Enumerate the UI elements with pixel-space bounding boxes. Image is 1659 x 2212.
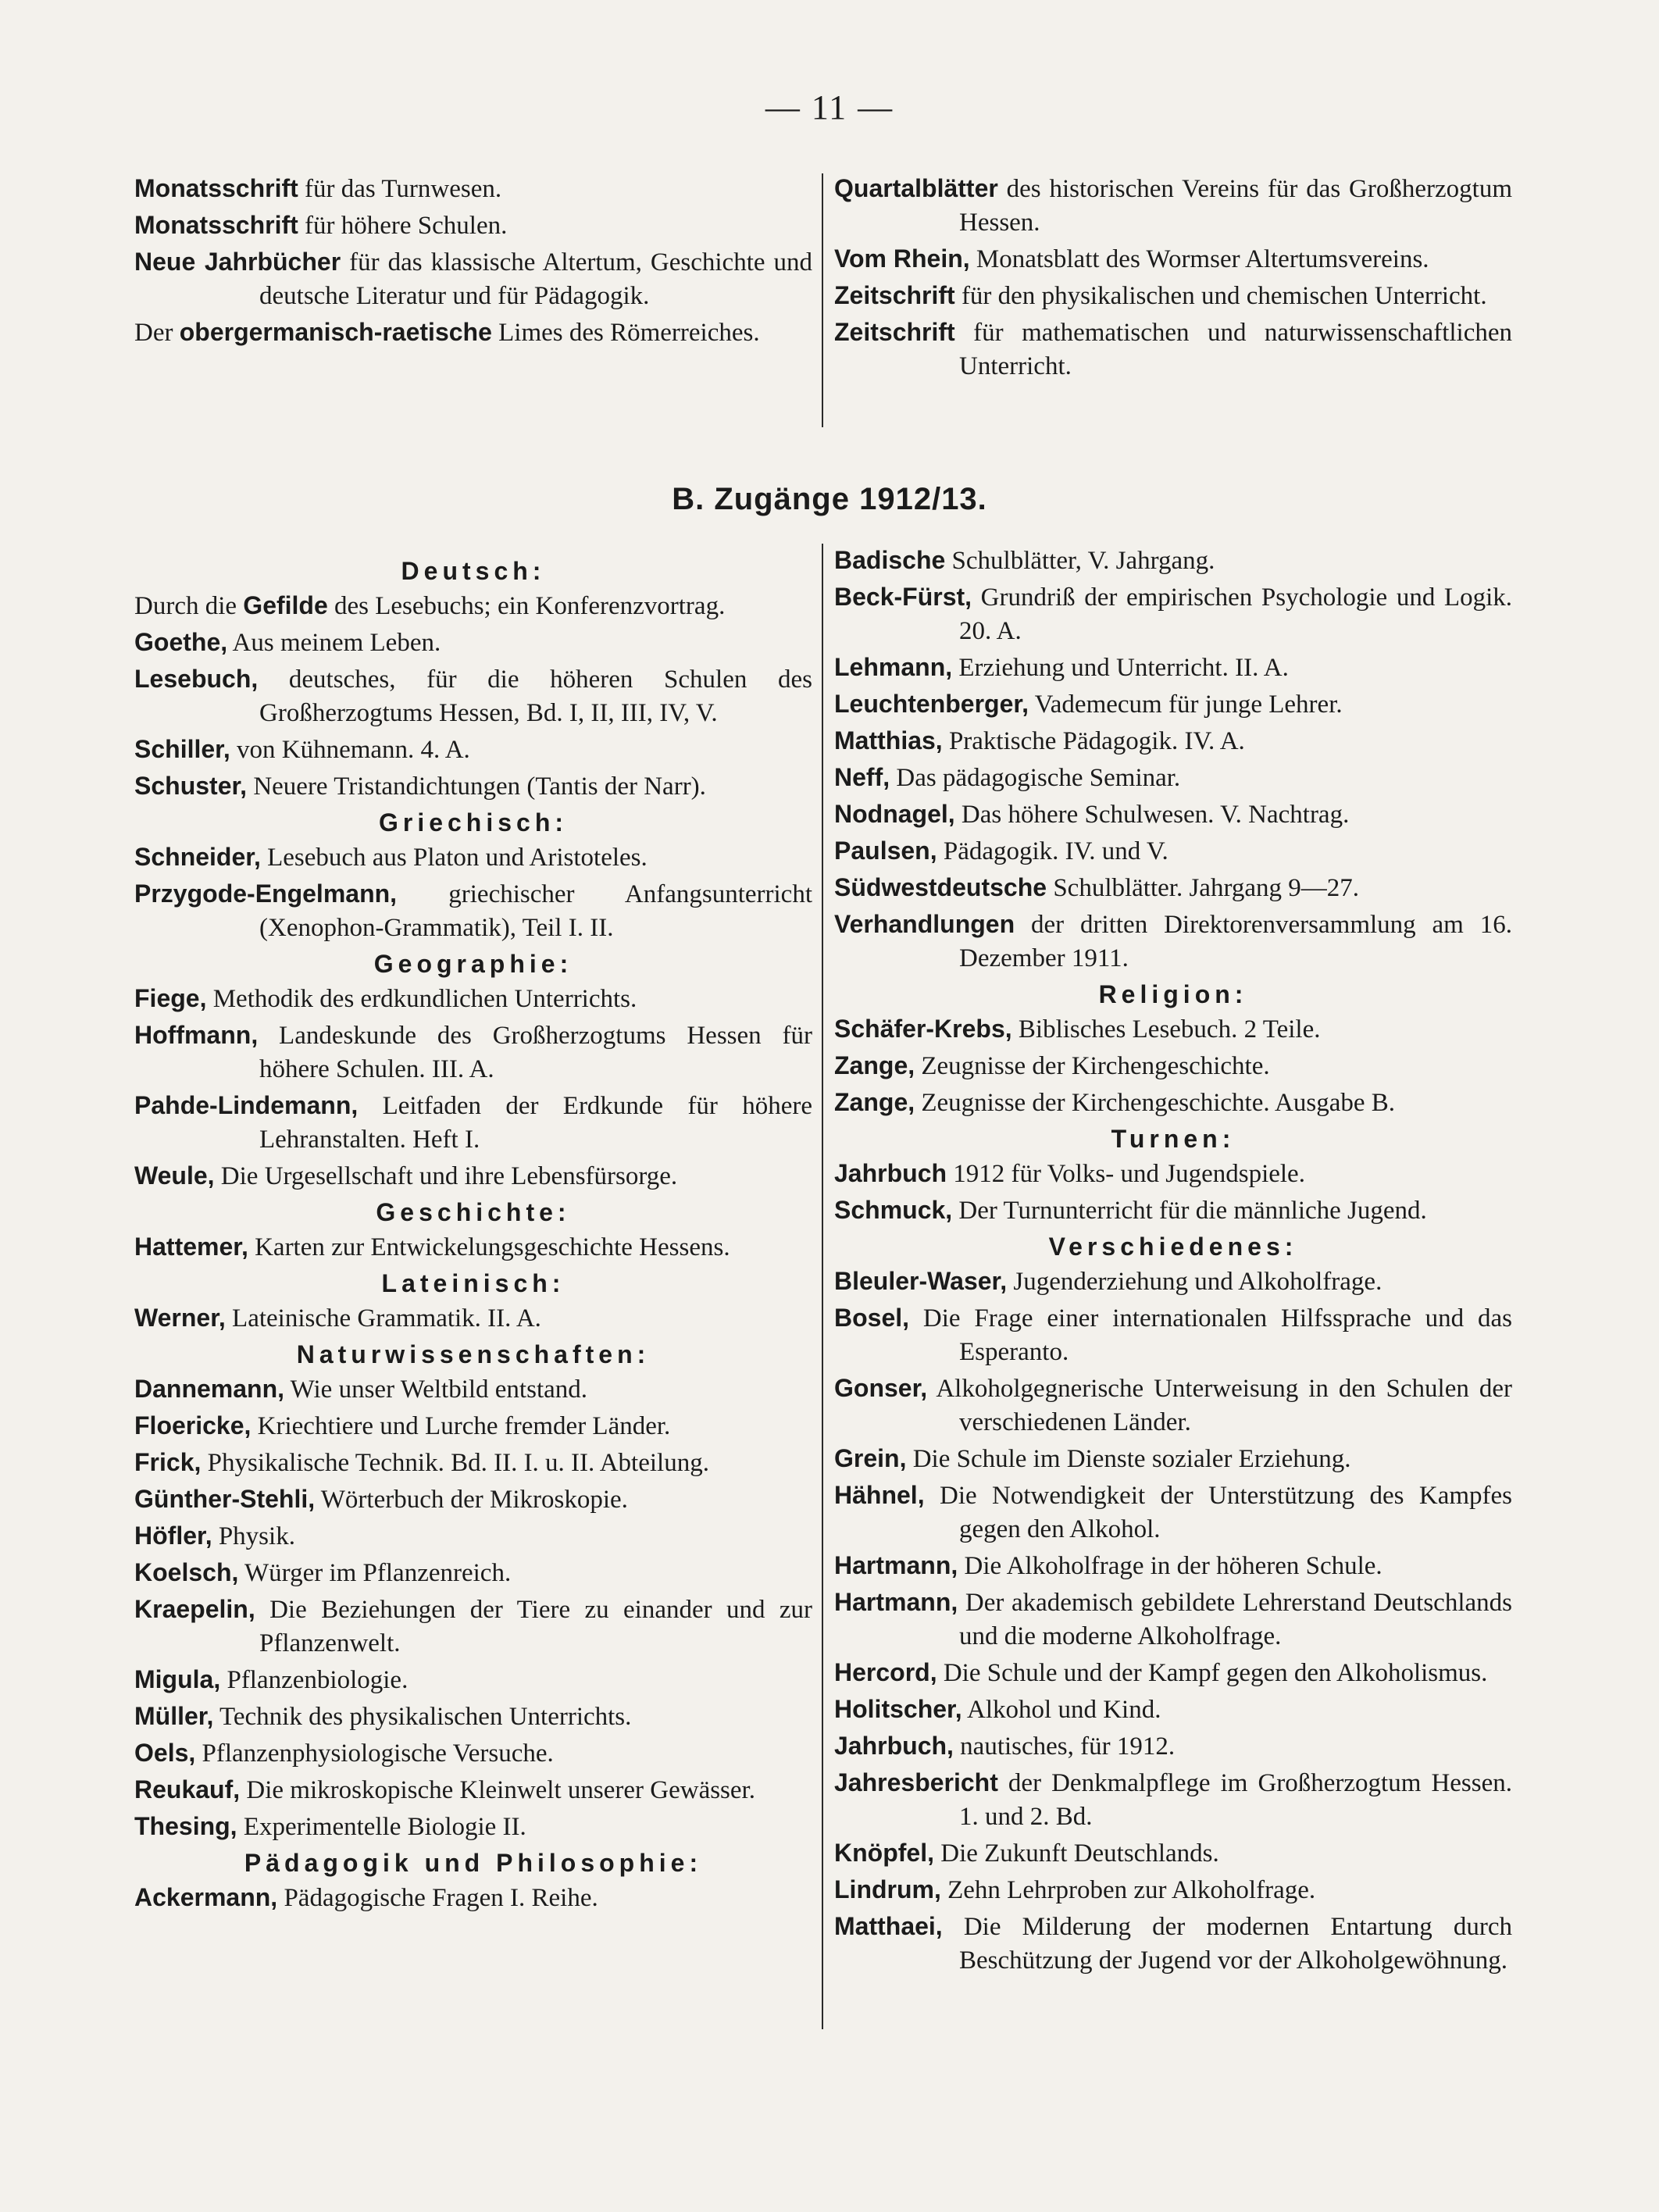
entry-author: Lindrum, — [834, 1875, 941, 1903]
left-column — [134, 553, 812, 1918]
subject-heading: Pädagogik und Philosophie: — [244, 1849, 703, 1877]
subject-heading: Geographie: — [373, 950, 573, 978]
bibliography-entry — [834, 1586, 1512, 1654]
entry-author: Jahrbuch — [834, 1159, 947, 1187]
entry-author: Verhandlungen — [834, 910, 1015, 938]
subject-heading: Deutsch: — [401, 557, 546, 585]
bibliography-entry — [834, 1656, 1512, 1690]
entry-title: Technik des physikalischen Unterrichts. — [213, 1703, 632, 1731]
entry-title: Methodik des erdkundlichen Unterrichts. — [206, 985, 637, 1013]
bibliography-entry — [834, 242, 1512, 276]
entry-author: Floericke, — [134, 1411, 252, 1440]
bibliography-entry — [134, 1700, 812, 1734]
section-title: B. Zugänge 1912/13. — [672, 482, 987, 516]
bibliography-entry — [834, 1442, 1512, 1476]
entry-title: Wie unser Weltbild entstand. — [284, 1375, 588, 1404]
bibliography-entry — [834, 871, 1512, 905]
entry-title: für mathematischen und naturwissenschaftlichen Unterricht. — [954, 319, 1512, 380]
bibliography-entry — [834, 1301, 1512, 1369]
entry-author: Pahde-Lindemann, — [134, 1091, 359, 1119]
bibliography-entry — [834, 1086, 1512, 1120]
top-right-list — [834, 172, 1512, 386]
bibliography-entry — [134, 245, 812, 313]
entry-title: Aus meinem Leben. — [227, 629, 441, 657]
entry-title: Vademecum für junge Lehrer. — [1028, 690, 1343, 719]
entry-title: Leitfaden der Erdkunde für höhere Lehranstalten. Heft I. — [259, 1092, 812, 1154]
entry-title: Schulblätter, V. Jahrgang. — [945, 547, 1215, 575]
subject-heading: Turnen: — [1111, 1125, 1236, 1153]
entry-author: Goethe, — [134, 628, 228, 656]
entry-title: Lesebuch aus Platon und Aristoteles. — [260, 844, 648, 872]
entry-title: des historischen Vereins für das Großherzogtum Hessen. — [959, 175, 1512, 237]
entry-title: Kriechtiere und Lurche fremder Länder. — [251, 1412, 671, 1440]
entry-title: Erziehung und Unterricht. II. A. — [952, 654, 1289, 682]
bibliography-entry — [134, 1089, 812, 1157]
entry-author: Przygode-Engelmann, — [134, 879, 398, 908]
entry-title: Alkoholgegnerische Unterweisung in den Schulen der verschiedenen Länder. — [927, 1375, 1512, 1436]
bibliography-entry — [834, 1193, 1512, 1228]
bibliography-entry — [134, 1773, 812, 1807]
entry-title: Pädagogische Fragen I. Reihe. — [277, 1884, 598, 1912]
entry-title: Das pädagogische Seminar. — [890, 764, 1181, 792]
entry-author: Lehmann, — [834, 653, 953, 681]
entry-author: Gonser, — [834, 1374, 928, 1402]
entry-title: für den physikalischen und chemischen Unterricht. — [954, 282, 1487, 310]
entry-author: Zeitschrift — [834, 318, 955, 346]
bibliography-entry — [134, 1556, 812, 1590]
entry-title: 1912 für Volks- und Jugendspiele. — [947, 1160, 1305, 1188]
entry-title: Die Zukunft Deutschlands. — [933, 1839, 1219, 1868]
entry-title: der dritten Direktorenversammlung am 16. Dezember 1911. — [959, 911, 1512, 972]
entry-author: Kraepelin, — [134, 1595, 255, 1623]
entry-title: Die Frage einer internationalen Hilfssprache und das Esperanto. — [909, 1304, 1512, 1366]
entry-author: Jahresbericht — [834, 1768, 998, 1796]
entry-author: Leuchtenberger, — [834, 690, 1029, 718]
entry-author: Grein, — [834, 1444, 907, 1472]
entry-title: Die Notwendigkeit der Unterstützung des Kampfes gegen den Alkohol. — [924, 1482, 1512, 1543]
bibliography-entry — [834, 1372, 1512, 1440]
entry-title: Jugenderziehung und Alkoholfrage. — [1007, 1268, 1382, 1296]
entry-title: Die Schule und der Kampf gegen den Alkoholismus. — [937, 1659, 1488, 1687]
bibliography-entry — [134, 1446, 812, 1480]
bibliography-entry — [834, 797, 1512, 832]
entry-title: Pflanzenbiologie. — [220, 1666, 409, 1694]
entry-author: Hartmann, — [834, 1588, 958, 1616]
entry-title: Der akademisch gebildete Lehrerstand Deutschlands und die moderne Alkoholfrage. — [958, 1589, 1512, 1650]
bibliography-entry — [134, 1372, 812, 1407]
bibliography-entry — [134, 877, 812, 945]
entry-title: Grundriß der empirischen Psychologie und Logik. 20. A. — [959, 583, 1512, 645]
entry-author: Zeitschrift — [834, 281, 955, 309]
entry-author: Monatsschrift — [134, 174, 298, 202]
entry-author: Schuster, — [134, 772, 248, 800]
entry-title: Alkohol und Kind. — [962, 1696, 1161, 1724]
entry-author: Oels, — [134, 1739, 196, 1767]
bibliography-entry — [834, 544, 1512, 578]
entry-author: Müller, — [134, 1702, 214, 1730]
entry-title: für das klassische Altertum, Geschichte und deutsche Literatur und für Pädagogik. — [259, 248, 812, 310]
entry-author: Hercord, — [834, 1658, 937, 1686]
right-column — [834, 544, 1512, 1980]
entry-title: des Lesebuchs; ein Konferenzvortrag. — [327, 592, 726, 620]
entry-author: Gefilde — [243, 591, 328, 619]
bibliography-entry — [834, 908, 1512, 976]
bibliography-entry — [834, 1873, 1512, 1907]
entry-title: Pflanzenphysiologische Versuche. — [195, 1739, 554, 1768]
bibliography-entry — [134, 626, 812, 660]
bibliography-entry — [134, 316, 812, 350]
entry-title: Limes des Römerreiches. — [491, 319, 760, 347]
bibliography-entry — [134, 769, 812, 804]
entry-author: Hartmann, — [834, 1551, 958, 1579]
entry-title: Zeugnisse der Kirchengeschichte. — [915, 1052, 1270, 1080]
entry-author: Thesing, — [134, 1812, 237, 1840]
subject-heading: Religion: — [1098, 980, 1248, 1008]
entry-author: Migula, — [134, 1665, 221, 1693]
entry-title: Monatsblatt des Wormser Altertumsvereins. — [969, 245, 1429, 273]
entry-author: Ackermann, — [134, 1883, 278, 1911]
bibliography-entry — [834, 1049, 1512, 1083]
bibliography-entry — [834, 1549, 1512, 1583]
entry-title: Experimentelle Biologie II. — [237, 1813, 526, 1841]
bibliography-entry — [134, 1301, 812, 1336]
bibliography-entry — [834, 1157, 1512, 1191]
entry-title: Die mikroskopische Kleinwelt unserer Gewässer. — [240, 1776, 755, 1804]
entry-author: Hattemer, — [134, 1233, 248, 1261]
entry-author: Neue Jahrbücher — [134, 248, 341, 276]
entry-author: Lesebuch, — [134, 665, 259, 693]
entry-title: Der Turnunterricht für die männliche Jugend. — [952, 1197, 1427, 1225]
bibliography-entry — [134, 1482, 812, 1517]
entry-title: Physikalische Technik. Bd. II. I. u. II. Abteilung. — [201, 1449, 709, 1477]
bibliography-entry — [834, 687, 1512, 722]
entry-author: Südwestdeutsche — [834, 873, 1047, 901]
entry-title: Physik. — [212, 1522, 295, 1550]
bibliography-entry — [134, 1881, 812, 1915]
entry-title: für höhere Schulen. — [298, 212, 508, 240]
entry-author: Vom Rhein, — [834, 244, 970, 273]
bibliography-entry — [134, 589, 812, 623]
entry-author: Frick, — [134, 1448, 202, 1476]
entry-title: Karten zur Entwickelungsgeschichte Hessens. — [248, 1233, 730, 1261]
entry-author: Werner, — [134, 1304, 226, 1332]
top-left-list — [134, 172, 812, 352]
bibliography-entry — [834, 651, 1512, 685]
subject-heading: Griechisch: — [378, 808, 569, 837]
entry-title: nautisches, für 1912. — [953, 1732, 1176, 1761]
entry-author: Fiege, — [134, 984, 207, 1012]
bibliography-entry — [134, 1019, 812, 1086]
entry-author: Neff, — [834, 763, 890, 791]
entry-author: Bleuler-Waser, — [834, 1267, 1008, 1295]
bibliography-entry — [134, 1810, 812, 1844]
entry-title: Pädagogik. IV. und V. — [937, 837, 1168, 865]
entry-title: Lateinische Grammatik. II. A. — [225, 1304, 541, 1333]
entry-title: Landeskunde des Großherzogtums Hessen für höhere Schulen. III. A. — [258, 1022, 812, 1083]
entry-author: Hähnel, — [834, 1481, 925, 1509]
entry-title: der Denkmalpflege im Großherzogtum Hessen. 1. und 2. Bd. — [959, 1769, 1512, 1831]
bibliography-entry — [834, 1910, 1512, 1978]
bibliography-entry — [834, 1479, 1512, 1547]
entry-prefix: Der — [134, 319, 180, 347]
entry-title: Die Schule im Dienste sozialer Erziehung. — [906, 1445, 1351, 1473]
bibliography-entry — [834, 1836, 1512, 1871]
bibliography-entry — [834, 724, 1512, 758]
entry-title: Die Alkoholfrage in der höheren Schule. — [958, 1552, 1382, 1580]
entry-title: Biblisches Lesebuch. 2 Teile. — [1011, 1015, 1321, 1044]
bibliography-entry — [134, 1736, 812, 1771]
bibliography-entry — [134, 209, 812, 243]
entry-author: Matthias, — [834, 726, 943, 755]
main-column-divider — [822, 544, 823, 2029]
entry-author: Koelsch, — [134, 1558, 239, 1586]
bibliography-entry — [134, 982, 812, 1016]
entry-title: Schulblätter. Jahrgang 9—27. — [1047, 874, 1359, 902]
entry-author: Schiller, — [134, 735, 230, 763]
entry-author: Knöpfel, — [834, 1839, 934, 1867]
bibliography-entry — [834, 172, 1512, 240]
top-column-divider — [822, 173, 823, 427]
bibliography-entry — [834, 580, 1512, 648]
entry-title: von Kühnemann. 4. A. — [230, 736, 470, 764]
subject-heading: Verschiedenes: — [1048, 1233, 1298, 1261]
bibliography-entry — [134, 1663, 812, 1697]
bibliography-entry — [134, 1519, 812, 1554]
entry-title: Praktische Pädagogik. IV. A. — [942, 727, 1245, 755]
entry-title: Die Beziehungen der Tiere zu einander und zur Pflanzenwelt. — [255, 1596, 812, 1657]
entry-title: deutsches, für die höheren Schulen des Großherzogtums Hessen, Bd. I, II, III, IV, V. — [258, 665, 812, 727]
entry-author: Jahrbuch, — [834, 1732, 954, 1760]
bibliography-entry — [834, 1766, 1512, 1834]
entry-author: obergermanisch-raetische — [179, 318, 492, 346]
entry-author: Monatsschrift — [134, 211, 298, 239]
entry-author: Schäfer-Krebs, — [834, 1015, 1012, 1043]
entry-author: Bosel, — [834, 1304, 910, 1332]
entry-author: Quartalblätter — [834, 174, 998, 202]
entry-author: Zange, — [834, 1088, 915, 1116]
entry-author: Paulsen, — [834, 837, 937, 865]
entry-author: Weule, — [134, 1161, 215, 1190]
entry-author: Schmuck, — [834, 1196, 953, 1224]
bibliography-entry — [834, 1012, 1512, 1047]
bibliography-entry — [134, 733, 812, 767]
bibliography-entry — [134, 1593, 812, 1661]
entry-title: Wörterbuch der Mikroskopie. — [315, 1486, 628, 1514]
entry-author: Badische — [834, 546, 946, 574]
bibliography-entry — [834, 761, 1512, 795]
bibliography-entry — [834, 316, 1512, 384]
entry-author: Nodnagel, — [834, 800, 955, 828]
entry-author: Matthaei, — [834, 1912, 943, 1940]
entry-author: Beck-Fürst, — [834, 583, 972, 611]
entry-title: für das Turnwesen. — [298, 175, 502, 203]
bibliography-entry — [134, 662, 812, 730]
page-number: — 11 — — [765, 88, 894, 127]
entry-title: Zehn Lehrproben zur Alkoholfrage. — [940, 1876, 1316, 1904]
bibliography-entry — [134, 1230, 812, 1265]
bibliography-entry — [834, 1265, 1512, 1299]
subject-heading: Lateinisch: — [381, 1269, 565, 1297]
entry-title: Das höhere Schulwesen. V. Nachtrag. — [954, 801, 1350, 829]
bibliography-entry — [134, 1159, 812, 1193]
entry-title: Würger im Pflanzenreich. — [238, 1559, 512, 1587]
entry-author: Hoffmann, — [134, 1021, 259, 1049]
bibliography-entry — [834, 1693, 1512, 1727]
entry-title: Die Milderung der modernen Entartung durch Beschützung der Jugend vor der Alkoholgewöhnung. — [942, 1913, 1512, 1975]
bibliography-entry — [834, 279, 1512, 313]
entry-title: Zeugnisse der Kirchengeschichte. Ausgabe B. — [915, 1089, 1396, 1117]
entry-author: Holitscher, — [834, 1695, 962, 1723]
entry-title: Neuere Tristandichtungen (Tantis der Narr). — [247, 772, 706, 801]
entry-author: Dannemann, — [134, 1375, 285, 1403]
entry-author: Schneider, — [134, 843, 261, 871]
bibliography-entry — [134, 1409, 812, 1443]
entry-author: Günther-Stehli, — [134, 1485, 316, 1513]
bibliography-entry — [834, 1729, 1512, 1764]
entry-title: Die Urgesellschaft und ihre Lebensfürsorge. — [214, 1162, 678, 1190]
subject-heading: Geschichte: — [376, 1198, 571, 1226]
subject-heading: Naturwissenschaften: — [296, 1340, 651, 1368]
entry-title: griechischer Anfangsunterricht (Xenophon-Grammatik), Teil I. II. — [259, 880, 812, 942]
bibliography-entry — [834, 834, 1512, 869]
entry-author: Höfler, — [134, 1522, 212, 1550]
entry-prefix: Durch die — [134, 592, 244, 620]
entry-author: Zange, — [834, 1051, 915, 1079]
entry-author: Reukauf, — [134, 1775, 241, 1803]
bibliography-entry — [134, 840, 812, 875]
bibliography-entry — [134, 172, 812, 206]
